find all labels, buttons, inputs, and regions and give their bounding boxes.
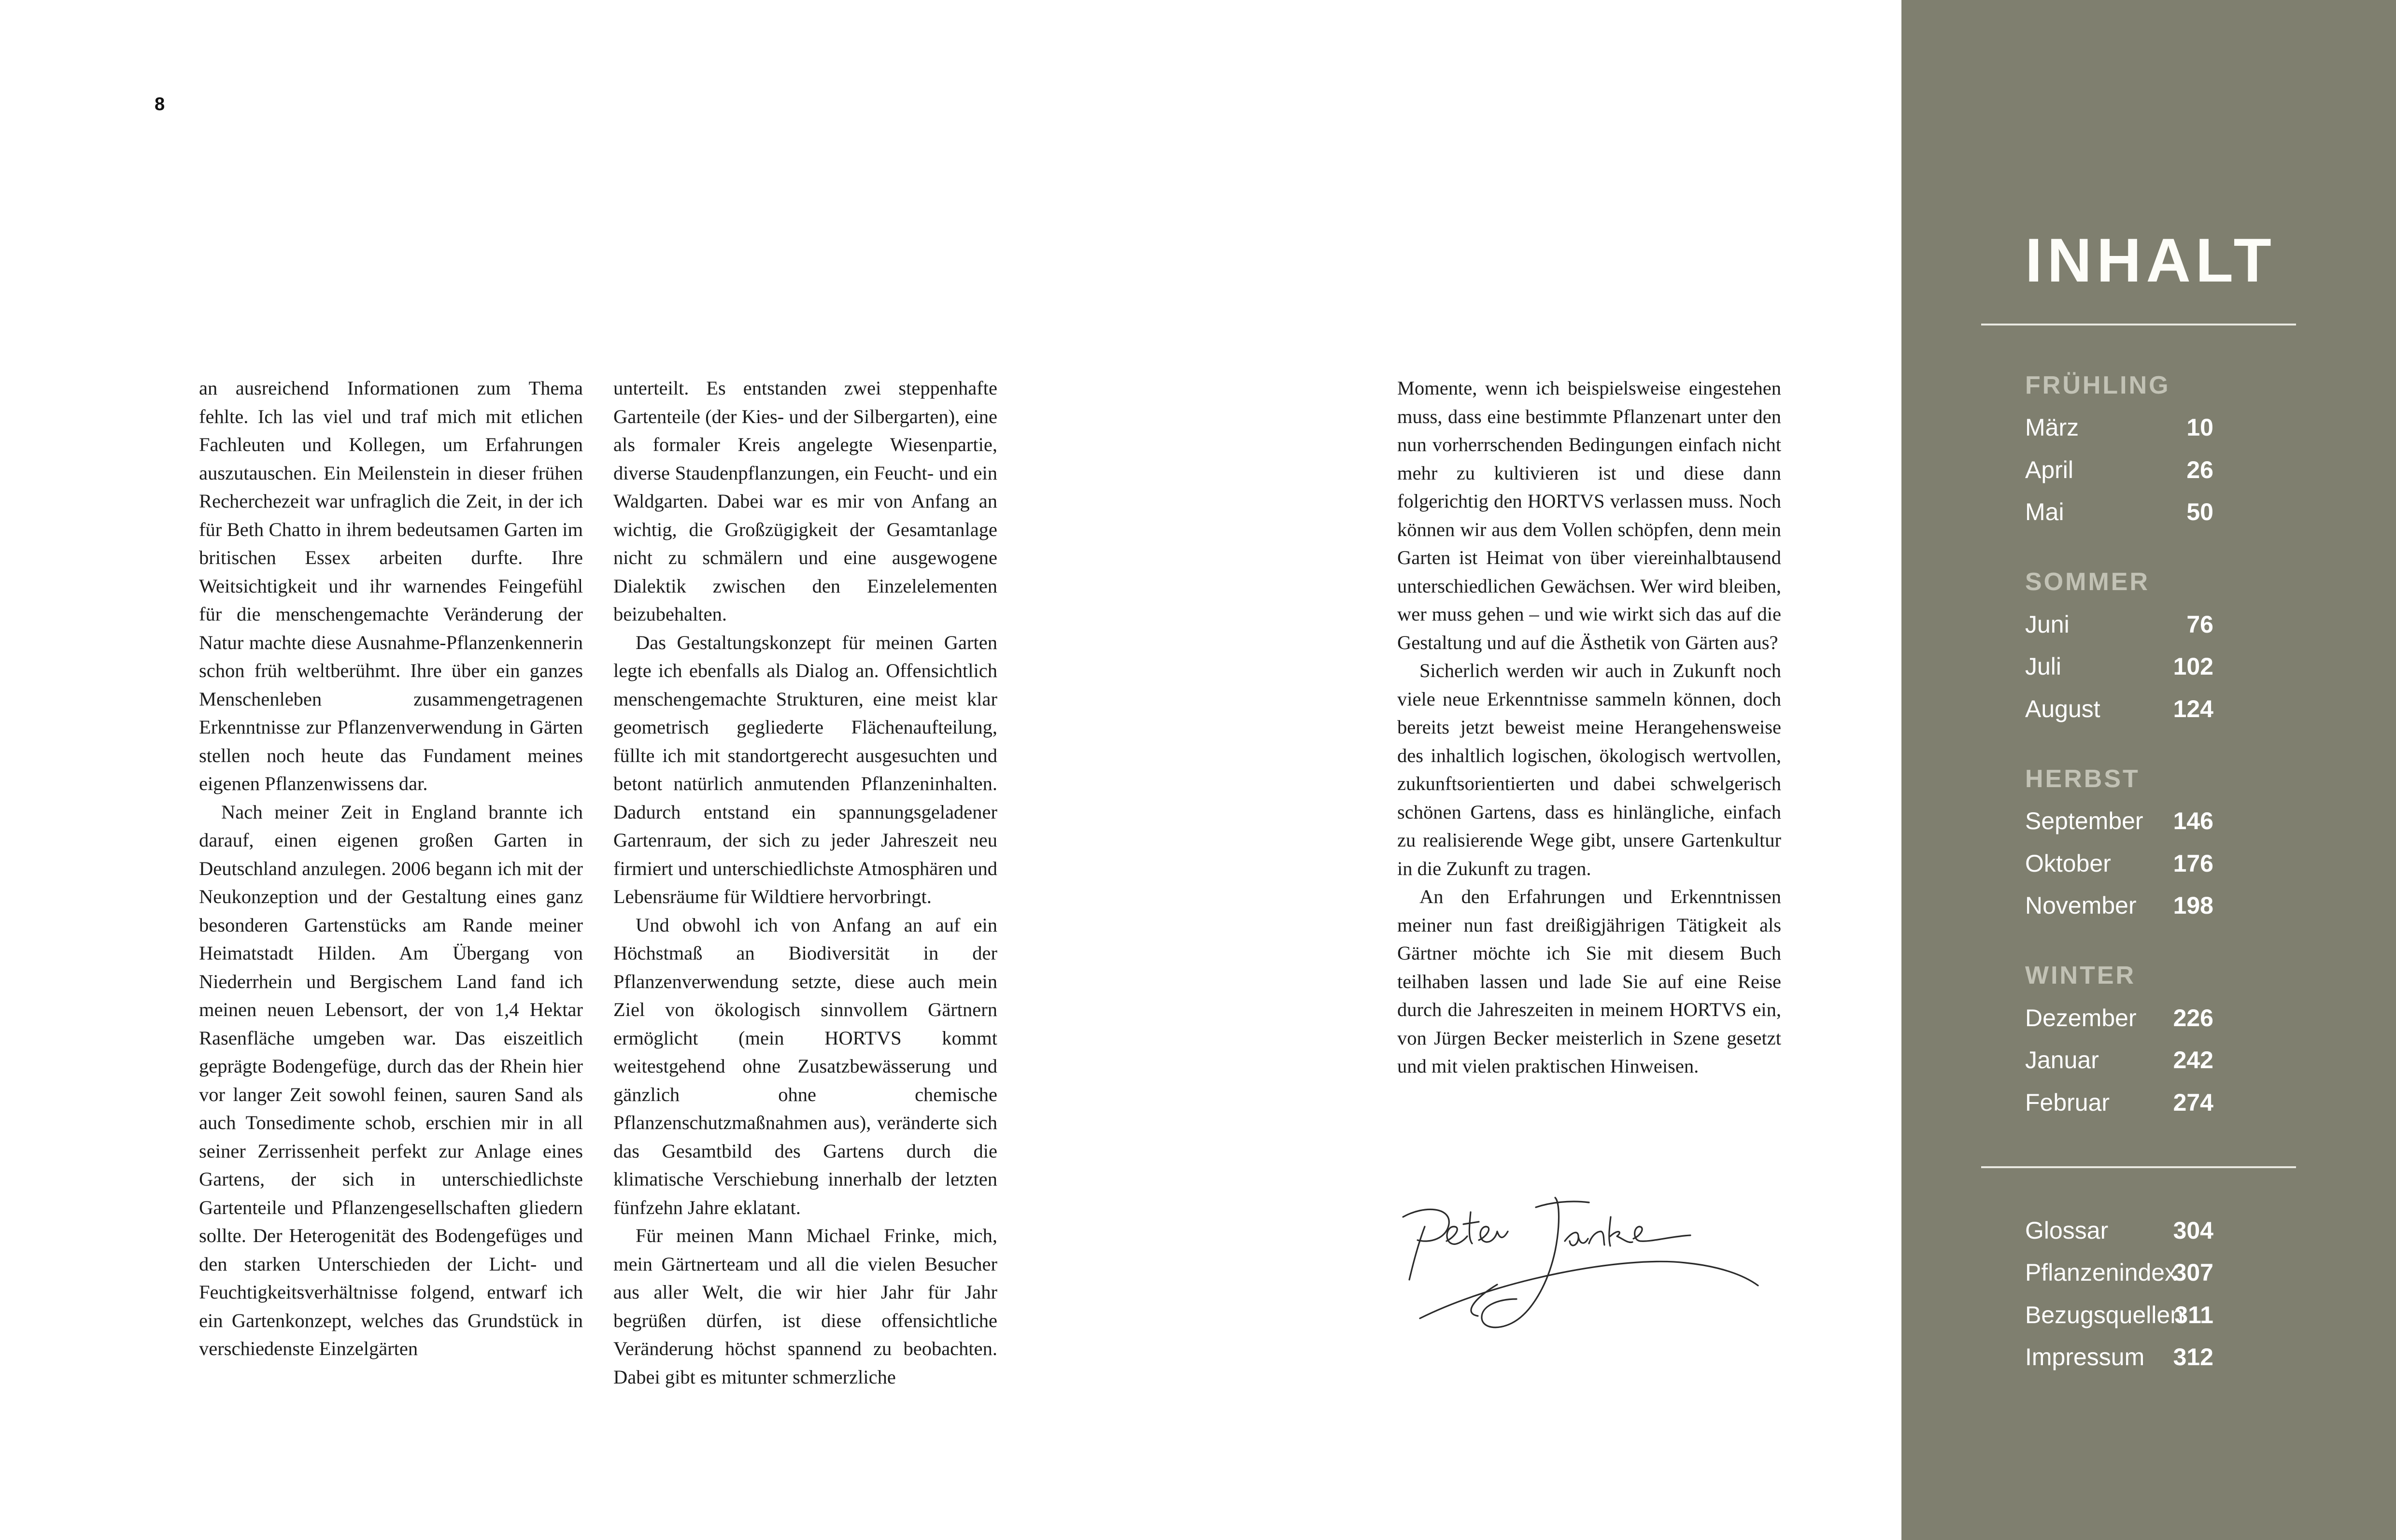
toc-entry-page: 226	[2173, 1004, 2213, 1031]
toc-entry-label: März	[2025, 414, 2079, 441]
page-number: 8	[155, 94, 165, 114]
toc-entry-page: 274	[2173, 1089, 2213, 1116]
toc-entry[interactable]	[2025, 495, 2213, 529]
toc-entry-page: 307	[2173, 1259, 2213, 1286]
paragraph: Für meinen Mann Michael Frinke, mich, mein Gärtnerteam und all die vielen Besucher aus aller Welt, die wir hier Jahr für Jahr begrüßen dürfen, ist diese offensichtliche Veränderung höchst spannend zu beobachten. Dabei gibt es mitunter schmerzliche	[613, 1225, 997, 1388]
toc-entry-page: 124	[2173, 695, 2213, 722]
toc-entry-page: 304	[2173, 1217, 2213, 1244]
toc-entry[interactable]	[2025, 1043, 2213, 1077]
toc-entry[interactable]	[2025, 804, 2213, 838]
toc-entry[interactable]	[2025, 1298, 2213, 1332]
toc-season-heading: FRÜHLING	[2025, 371, 2170, 399]
toc-season-heading: HERBST	[2025, 765, 2140, 793]
toc-season-heading: WINTER	[2025, 961, 2136, 989]
toc-entry[interactable]	[2025, 1001, 2213, 1035]
toc-entry-page: 198	[2173, 892, 2213, 919]
toc-entry[interactable]	[2025, 608, 2213, 641]
toc-entry-label: Februar	[2025, 1089, 2110, 1116]
author-signature	[1352, 1159, 1787, 1342]
toc-entry[interactable]	[2025, 1256, 2213, 1289]
toc-entry-page: 242	[2173, 1046, 2213, 1074]
paragraph: Nach meiner Zeit in England brannte ich darauf, einen eigenen großen Garten in Deutschland anzulegen. 2006 begann ich mit der Neukonzeption und der Gestaltung eines ganz besonderen Gartenstücks am Rande meiner Heimatstadt Hilden. Am Übergang von Niederrhein und Bergischem Land fand ich meinen neuen Lebensort, der von 1,4 Hektar Rasenfläche umgeben war. Das eiszeitlich geprägte Bodengefüge, durch das der Rhein hier vor langer Zeit sowohl feinen, sauren Sand als auch Tonsedimente schob, erschien mir in all seiner Zerrissenheit perfekt zur Anlage eines Gartens, der sich in unterschiedlichste Gartenteile und Pflanzengesellschaften gliedern sollte. Der Heterogenität des Bodengefüges und den starken Unterschieden der Licht- und Feuchtigkeitsverhältnisse folgend, entwarf ich ein Gartenkonzept, welches das Grundstück in verschiedenste Einzelgärten	[199, 801, 583, 1359]
toc-entry[interactable]	[2025, 889, 2213, 922]
paragraph: Momente, wenn ich beispielsweise eingestehen muss, dass eine bestimmte Pflanzenart unter den nun vorherrschenden Bedingungen einfach nicht mehr zu kultivieren ist und diese dann folgerichtig den HORTVS verlassen muss. Noch können wir aus dem Vollen schöpfen, denn mein Garten ist Heimat von über viereinhalbtausend unterschiedlichen Gewächsen. Wer wird bleiben, wer muss gehen – und wie wirkt sich das auf die Gestaltung und auf die Ästhetik von Gärten aus?	[1397, 377, 1781, 653]
toc-entry-label: Dezember	[2025, 1004, 2137, 1031]
toc-entry[interactable]	[2025, 692, 2213, 726]
toc-entry-label: Impressum	[2025, 1343, 2145, 1370]
toc-entry-label: August	[2025, 695, 2100, 722]
toc-entry-label: September	[2025, 807, 2143, 834]
text-column-1	[199, 374, 583, 1363]
toc-entry-label: Juni	[2025, 611, 2070, 638]
toc-entry-page: 102	[2173, 653, 2213, 680]
toc-entry[interactable]	[2025, 410, 2213, 444]
paragraph: Das Gestaltungskonzept für meinen Garten legte ich ebenfalls als Dialog an. Offensichtlich menschengemachte Strukturen, eine meist klar geometrisch gegliederte Flächenaufteilung, füllte ich mit standortgerecht ausgesuchten und betont natürlich anmutenden Pflanzeninhalten. Dadurch entstand ein spannungsgeladener Gartenraum, der sich zu jeder Jahreszeit neu firmiert und unterschiedlichste Atmosphären und Lebensräume für Wildtiere hervorbringt.	[613, 631, 997, 907]
toc-divider	[1981, 1166, 2296, 1168]
toc-entry[interactable]	[2025, 1086, 2213, 1119]
toc-entry-page: 26	[2186, 456, 2213, 483]
paragraph: Sicherlich werden wir auch in Zukunft noch viele neue Erkenntnisse sammeln können, doch bereits jetzt beweist meine Herangehensweise des inhaltlich logischen, ökologisch wertvollen, zukunftsorientierten und dabei schwelgerisch schönen Gartens, dass es hinlängliche, einfach zu realisierende Wege gibt, unsere Gartenkultur in die Zukunft zu tragen.	[1397, 660, 1781, 879]
toc-entry-label: Oktober	[2025, 850, 2111, 877]
paragraph: unterteilt. Es entstanden zwei steppenhafte Gartenteile (der Kies- und der Silbergarten), eine als formaler Kreis angelegte Wiesenpartie, diverse Staudenpflanzungen, ein Feucht- und ein Waldgarten. Dabei war es mir von Anfang an wichtig, die Großzügigkeit der Gesamtanlage nicht zu schmälern und eine ausgewogene Dialektik zwischen den Einzelelementen beizubehalten.	[613, 377, 997, 625]
toc-entry[interactable]	[2025, 453, 2213, 487]
toc-entry-page: 10	[2186, 414, 2213, 441]
text-column-3	[1397, 374, 1781, 1081]
text-column-2	[613, 374, 997, 1391]
toc-entry-page: 312	[2173, 1343, 2213, 1370]
toc-entry-label: Mai	[2025, 498, 2064, 525]
toc-entry-label: Bezugsquellen	[2025, 1301, 2184, 1328]
toc-entry-page: 76	[2186, 611, 2213, 638]
toc-entry-label: Glossar	[2025, 1217, 2109, 1244]
toc-entry[interactable]	[2025, 847, 2213, 880]
table-of-contents-panel	[1901, 0, 2396, 1540]
toc-entry-label: April	[2025, 456, 2074, 483]
toc-entry-label: November	[2025, 892, 2137, 919]
paragraph: Und obwohl ich von Anfang an auf ein Höchstmaß an Biodiversität in der Pflanzenverwendung setzte, diese auch mein Ziel von ökologisch sinnvollem Gärtnern ermöglicht (mein HORTVS kommt weitestgehend ohne Zusatzbewässerung und gänzlich ohne chemische Pflanzenschutzmaßnahmen aus), veränderte sich das Gesamtbild des Gartens durch die klimatische Verschiebung innerhalb der letzten fünfzehn Jahre eklatant.	[613, 914, 997, 1218]
toc-title: INHALT	[2025, 226, 2276, 295]
toc-entry[interactable]	[2025, 1214, 2213, 1247]
toc-entry-page: 311	[2174, 1301, 2213, 1328]
paragraph: an ausreichend Informationen zum Thema fehlte. Ich las viel und traf mich mit etlichen Fachleuten und Kollegen, um Erfahrungen auszutauschen. Ein Meilenstein in dieser frühen Recherchezeit war unfraglich die Zeit, in der ich für Beth Chatto in ihrem bedeutsamen Garten im britischen Essex arbeiten durfte. Ihre Weitsichtigkeit und ihr warnendes Feingefühl für die menschengemachte Veränderung der Natur machte diese Ausnahme-Pflanzenkennerin schon früh weltberühmt. Ihre über ein ganzes Menschenleben zusammengetragenen Erkenntnisse zur Pflanzenverwendung in Gärten stellen noch heute das Fundament meines eigenen Pflanzenwissens dar.	[199, 377, 583, 794]
toc-entry-page: 176	[2173, 850, 2213, 877]
paragraph: An den Erfahrungen und Erkenntnissen meiner nun fast dreißigjährigen Tätigkeit als Gärtner möchte ich Sie mit diesem Buch teilhaben lassen und lade Sie auf eine Reise durch die Jahreszeiten in meinem HORTVS ein, von Jürgen Becker meisterlich in Szene gesetzt und mit vielen praktischen Hinweisen.	[1397, 886, 1781, 1077]
toc-entry-label: Juli	[2025, 653, 2062, 680]
toc-divider	[1981, 324, 2296, 325]
toc-entry-page: 50	[2186, 498, 2213, 525]
toc-entry-label: Pflanzenindex	[2025, 1259, 2177, 1286]
toc-entry[interactable]	[2025, 650, 2213, 683]
toc-entry[interactable]	[2025, 1340, 2213, 1374]
toc-entry-label: Januar	[2025, 1046, 2099, 1074]
toc-entry-page: 146	[2173, 807, 2213, 834]
toc-season-heading: SOMMER	[2025, 568, 2150, 596]
